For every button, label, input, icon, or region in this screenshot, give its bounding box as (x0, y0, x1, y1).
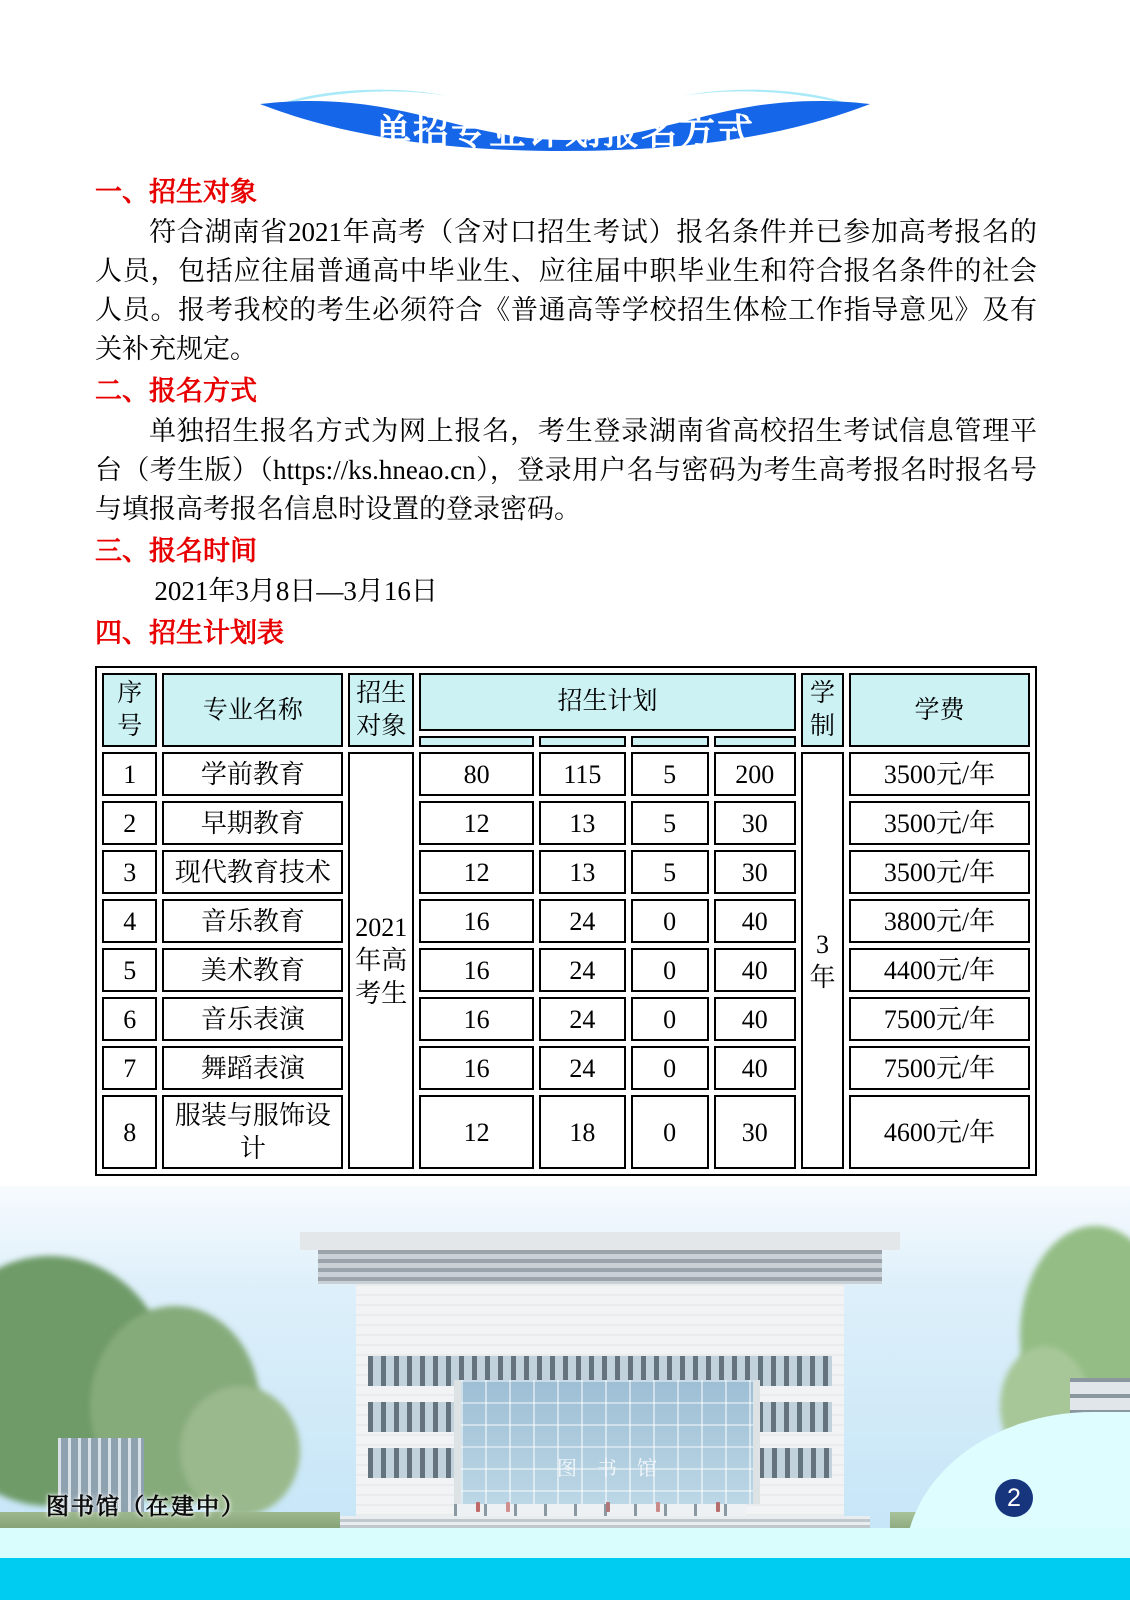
cell-no: 6 (102, 997, 157, 1041)
cell-no: 3 (102, 850, 157, 894)
person-figure (606, 1502, 610, 1512)
cell-total: 40 (714, 899, 796, 943)
cell-social: 5 (631, 850, 709, 894)
cell-no: 4 (102, 899, 157, 943)
table-row (102, 850, 1030, 894)
cell-hs: 12 (419, 801, 534, 845)
table-row (102, 801, 1030, 845)
cell-hs: 80 (419, 752, 534, 796)
entrance-steps (330, 1516, 870, 1528)
table-row (102, 899, 1030, 943)
entrance-glass-wall (454, 1380, 760, 1504)
cell-no: 7 (102, 1046, 157, 1090)
cell-major: 音乐教育 (162, 899, 343, 943)
section-1-heading: 一、招生对象 (95, 177, 257, 207)
cell-voc: 24 (539, 948, 625, 992)
table-row (102, 948, 1030, 992)
section-2-body: 单独招生报名方式为网上报名，考生登录湖南省高校招生考试信息管理平台（考生版）（https://ks.hneao.cn），登录用户名与密码为考生高考报名时报名号与填报高考报名信息时设置的登录密码。 (95, 416, 1037, 524)
cell-fee: 3500元/年 (849, 850, 1030, 894)
photo-caption: 图书馆（在建中） (46, 1493, 246, 1519)
col-header-voc-grads (539, 736, 625, 747)
cell-major: 学前教育 (162, 752, 343, 796)
col-header-no: 序号 (102, 673, 157, 747)
cell-fee: 7500元/年 (849, 1046, 1030, 1090)
col-header-target: 招生对象 (348, 673, 414, 747)
cell-major: 美术教育 (162, 948, 343, 992)
cell-major: 音乐表演 (162, 997, 343, 1041)
table-row (102, 1046, 1030, 1090)
title-banner (258, 88, 872, 152)
cell-hs: 16 (419, 899, 534, 943)
cell-total: 30 (714, 801, 796, 845)
cell-fee: 4600元/年 (849, 1095, 1030, 1169)
cell-total: 30 (714, 1095, 796, 1169)
cell-voc: 18 (539, 1095, 625, 1169)
col-header-social (631, 736, 709, 747)
col-header-plan-group: 招生计划 (419, 673, 796, 731)
person-figure (506, 1502, 510, 1512)
cell-voc: 13 (539, 850, 625, 894)
cell-major: 早期教育 (162, 801, 343, 845)
window-band (368, 1448, 454, 1478)
section-3-body: 2021年3月8日—3月16日 (154, 576, 438, 606)
col-header-total (714, 736, 796, 747)
person-figure (716, 1502, 720, 1512)
col-header-major: 专业名称 (162, 673, 343, 747)
cell-hs: 12 (419, 850, 534, 894)
cell-total: 40 (714, 1046, 796, 1090)
cell-hs: 12 (419, 1095, 534, 1169)
table-row (102, 1095, 1030, 1169)
cell-voc: 13 (539, 801, 625, 845)
cell-social: 0 (631, 948, 709, 992)
cell-total: 40 (714, 948, 796, 992)
cell-social: 0 (631, 1046, 709, 1090)
table-row (102, 997, 1030, 1041)
cell-hs: 16 (419, 1046, 534, 1090)
col-header-fee: 学费 (849, 673, 1030, 747)
cell-total: 40 (714, 997, 796, 1041)
cell-social: 0 (631, 1095, 709, 1169)
footer-band-light (0, 1528, 1130, 1558)
cell-total: 30 (714, 850, 796, 894)
cell-hs: 16 (419, 997, 534, 1041)
table-row (102, 752, 1030, 796)
cell-voc: 115 (539, 752, 625, 796)
entrance-doors (454, 1504, 746, 1516)
table-header-row-1 (102, 673, 1030, 731)
enrollment-plan-table-wrapper (95, 666, 1037, 1176)
col-header-hs-grads (419, 736, 534, 747)
cell-major: 现代教育技术 (162, 850, 343, 894)
person-figure (656, 1502, 660, 1512)
enrollment-plan-table (97, 668, 1035, 1174)
cell-fee: 3500元/年 (849, 801, 1030, 845)
cell-hs: 16 (419, 948, 534, 992)
col-header-years: 学制 (801, 673, 844, 747)
cell-social: 0 (631, 899, 709, 943)
footer-band-cyan (0, 1558, 1130, 1600)
cell-voc: 24 (539, 997, 625, 1041)
page-title: 单招专业计划报名方式 (374, 111, 755, 152)
cell-fee: 3500元/年 (849, 752, 1030, 796)
cell-no: 1 (102, 752, 157, 796)
library-roof (300, 1232, 900, 1250)
cell-no: 8 (102, 1095, 157, 1169)
cell-fee: 7500元/年 (849, 997, 1030, 1041)
cell-target-merged: 2021年高考生 (348, 752, 414, 1169)
section-1-body: 符合湖南省2021年高考（含对口招生考试）报名条件并已参加高考报名的人员，包括应往届普通高中毕业生、应往届中职毕业生和符合报名条件的社会人员。报考我校的考生必须符合《普通高等学校招生体检工作指导意见》及有关补充规定。 (95, 217, 1037, 364)
cell-social: 5 (631, 801, 709, 845)
section-2-heading: 二、报名方式 (95, 376, 257, 406)
cell-total: 200 (714, 752, 796, 796)
cell-fee: 4400元/年 (849, 948, 1030, 992)
section-4-heading: 四、招生计划表 (95, 618, 284, 648)
cell-social: 5 (631, 752, 709, 796)
building-sign: 图书馆 (557, 1458, 677, 1480)
cell-fee: 3800元/年 (849, 899, 1030, 943)
library-building (356, 1284, 844, 1516)
cell-voc: 24 (539, 899, 625, 943)
section-3-heading: 三、报名时间 (95, 536, 257, 566)
cell-major: 舞蹈表演 (162, 1046, 343, 1090)
cell-voc: 24 (539, 1046, 625, 1090)
cell-major: 服装与服饰设计 (162, 1095, 343, 1169)
cell-no: 5 (102, 948, 157, 992)
library-roof-fascia (318, 1250, 882, 1284)
cell-social: 0 (631, 997, 709, 1041)
cell-no: 2 (102, 801, 157, 845)
person-figure (476, 1502, 480, 1512)
page-number-badge: 2 (995, 1479, 1033, 1517)
cell-years-merged: 3年 (801, 752, 844, 1169)
main-content (95, 172, 1037, 1336)
